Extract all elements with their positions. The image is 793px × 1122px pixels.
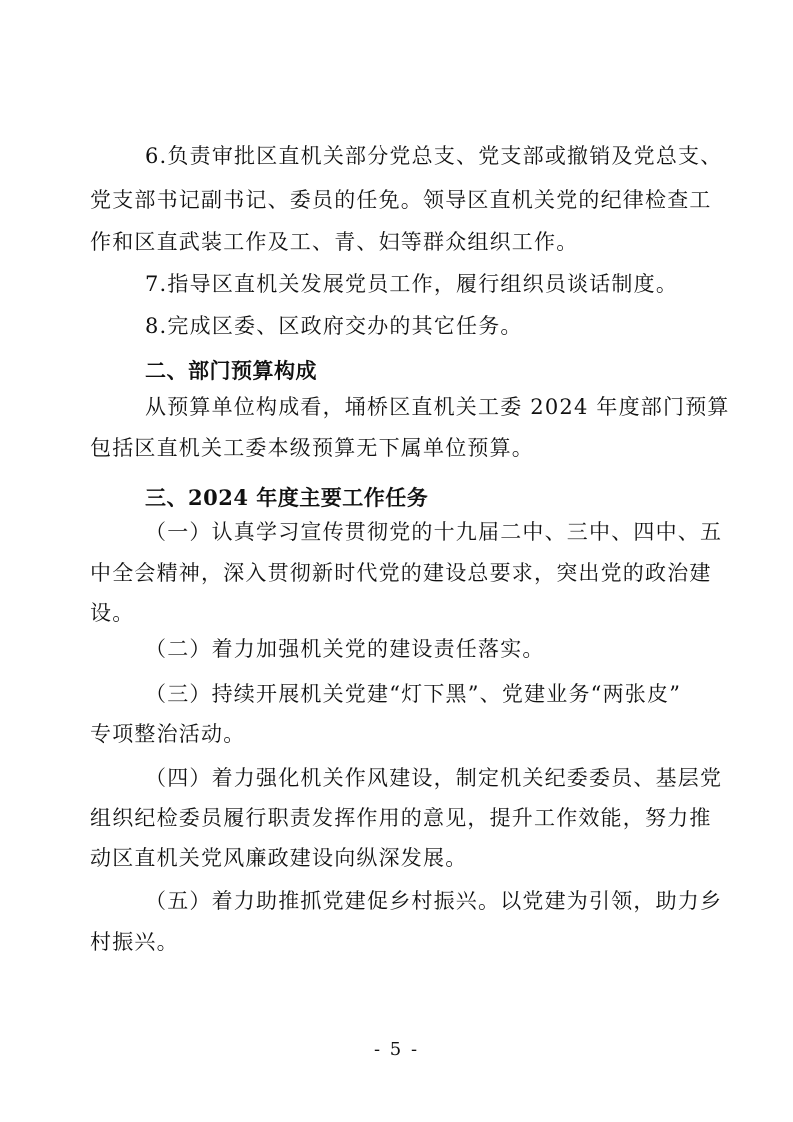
- task-5-line-1: （五）着力助推抓党建促乡村振兴。以党建为引领，助力乡: [145, 889, 723, 913]
- paragraph-item-6-line-2: 党支部书记副书记、委员的任免。领导区直机关党的纪律检查工: [90, 188, 712, 212]
- task-4-line-2: 组织纪检委员履行职责发挥作用的意见，提升工作效能，努力推: [90, 806, 712, 830]
- task-1-line-1: （一）认真学习宣传贯彻党的十九届二中、三中、四中、五: [145, 520, 723, 544]
- budget-paragraph-line-2: 包括区直机关工委本级预算无下属单位预算。: [90, 436, 534, 460]
- page-number: - 5 -: [373, 1039, 420, 1060]
- paragraph-item-8: 8.完成区委、区政府交办的其它任务。: [145, 314, 523, 338]
- section-heading-main-tasks: 三、2024 年度主要工作任务: [145, 485, 429, 510]
- paragraph-item-6-line-1: 6.负责审批区直机关部分党总支、党支部或撤销及党总支、: [145, 144, 723, 168]
- task-3-line-1: （三）持续开展机关党建“灯下黑”、党建业务“两张皮”: [145, 682, 682, 706]
- task-2: （二）着力加强机关党的建设责任落实。: [145, 637, 545, 661]
- task-1-line-3: 设。: [90, 601, 135, 625]
- task-5-line-2: 村振兴。: [90, 930, 179, 954]
- task-1-line-2: 中全会精神，深入贯彻新时代党的建设总要求，突出党的政治建: [90, 561, 712, 585]
- task-3-line-2: 专项整治活动。: [90, 722, 246, 746]
- paragraph-item-6-line-3: 作和区直武装工作及工、青、妇等群众组织工作。: [90, 230, 579, 254]
- section-heading-budget-composition: 二、部门预算构成: [145, 358, 317, 383]
- task-4-line-1: （四）着力强化机关作风建设，制定机关纪委委员、基层党: [145, 766, 723, 790]
- paragraph-item-7: 7.指导区直机关发展党员工作，履行组织员谈话制度。: [145, 272, 679, 296]
- budget-paragraph-line-1: 从预算单位构成看，埇桥区直机关工委 2024 年度部门预算: [145, 395, 730, 419]
- task-4-line-3: 动区直机关党风廉政建设向纵深发展。: [90, 846, 468, 870]
